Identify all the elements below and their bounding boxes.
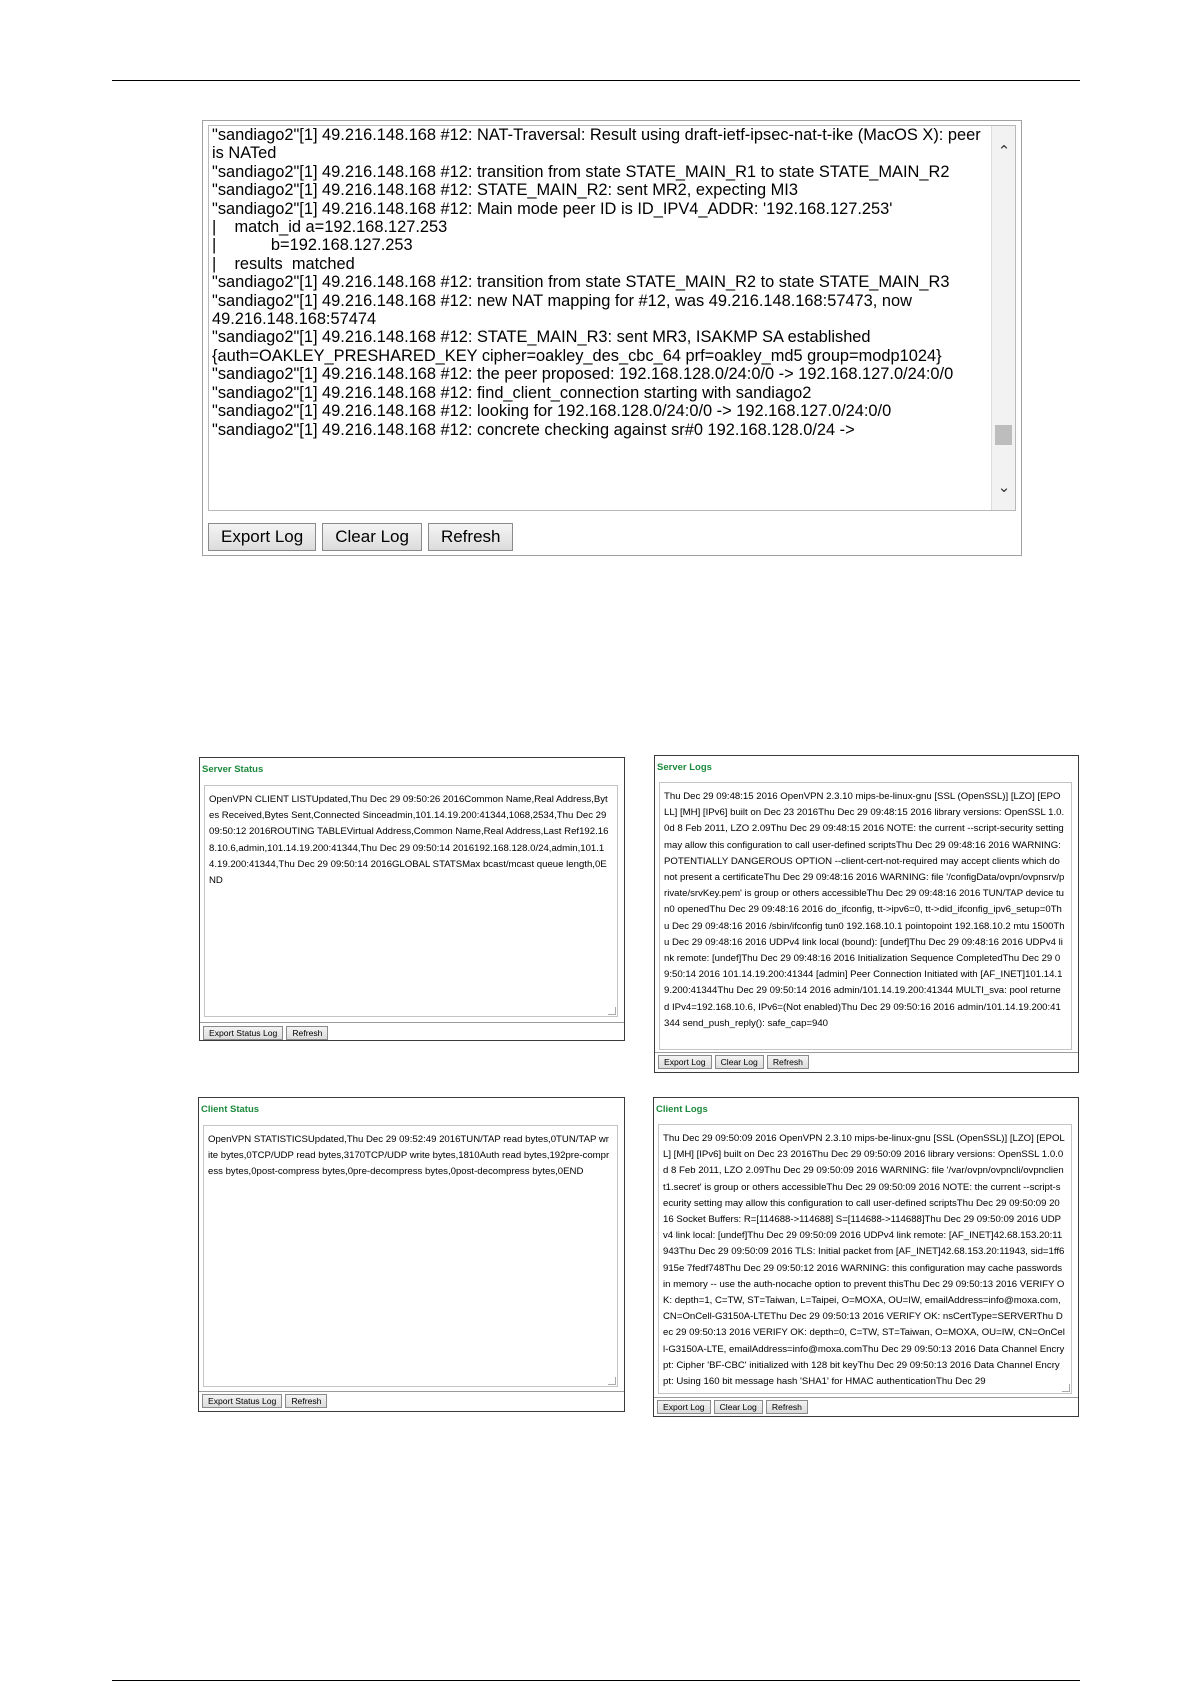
log-line: "sandiago2"[1] 49.216.148.168 #12: STATE_MAIN_R3: sent MR3, ISAKMP SA established {auth=OAKLEY_PRESHARED_KEY cipher=oakley_des_cbc_64 prf=oakley_md5 group=modp1024} bbox=[212, 328, 942, 365]
server-logs-panel bbox=[654, 755, 1079, 1073]
export-status-log-button[interactable]: Export Status Log bbox=[202, 1394, 282, 1408]
chevron-down-icon[interactable]: ⌄ bbox=[997, 479, 1011, 496]
divider bbox=[655, 1052, 1078, 1053]
export-log-button[interactable]: Export Log bbox=[658, 1055, 712, 1069]
server-logs-textarea[interactable] bbox=[659, 782, 1072, 1050]
divider bbox=[200, 1022, 624, 1023]
client-logs-title: Client Logs bbox=[656, 1104, 708, 1115]
resize-grip-icon[interactable] bbox=[608, 1007, 616, 1015]
client-logs-buttons bbox=[657, 1400, 808, 1414]
refresh-button[interactable]: Refresh bbox=[428, 523, 514, 551]
clear-log-button[interactable]: Clear Log bbox=[322, 523, 422, 551]
log-line: | results matched bbox=[212, 254, 355, 273]
client-logs-panel bbox=[653, 1097, 1079, 1417]
log-line: "sandiago2"[1] 49.216.148.168 #12: concrete checking against sr#0 192.168.128.0/24 -> bbox=[212, 420, 855, 439]
log-scrollbar[interactable] bbox=[991, 126, 1015, 510]
export-log-button[interactable]: Export Log bbox=[657, 1400, 711, 1414]
divider bbox=[199, 1391, 624, 1392]
log-line: "sandiago2"[1] 49.216.148.168 #12: the peer proposed: 192.168.128.0/24:0/0 -> 192.168.127.0/24:0/0 bbox=[212, 365, 954, 384]
export-status-log-button[interactable]: Export Status Log bbox=[203, 1026, 283, 1040]
client-status-buttons bbox=[202, 1394, 327, 1408]
scrollbar-thumb[interactable] bbox=[995, 425, 1012, 445]
resize-grip-icon[interactable] bbox=[1062, 1384, 1070, 1392]
log-line: "sandiago2"[1] 49.216.148.168 #12: Main mode peer ID is ID_IPV4_ADDR: '192.168.127.253' bbox=[212, 199, 893, 218]
log-line: "sandiago2"[1] 49.216.148.168 #12: transition from state STATE_MAIN_R2 to state STATE_MAIN_R3 bbox=[212, 273, 950, 292]
ipsec-log-buttons bbox=[208, 523, 513, 551]
refresh-button[interactable]: Refresh bbox=[286, 1026, 328, 1040]
ipsec-log-textarea[interactable] bbox=[208, 125, 1016, 511]
server-status-text: OpenVPN CLIENT LISTUpdated,Thu Dec 29 09:50:26 2016Common Name,Real Address,Bytes Received,Bytes Sent,Connected Sinceadmin,101.14.19.200:41344,1068,2534,Thu Dec 29 09:50:12 2016ROUTING TABLEVirtual Address,Common Name,Real Address,Last Ref192.168.10.6,admin,101.14.19.200:41344,Thu Dec 29 09:50:14 2016192.168.128.0/24,admin,101.14.19.200:41344,Thu Dec 29 09:50:14 2016GLOBAL STATSMax bcast/mcast queue length,0END bbox=[209, 794, 609, 887]
log-line: "sandiago2"[1] 49.216.148.168 #12: find_client_connection starting with sandiago2 bbox=[212, 383, 812, 402]
divider bbox=[654, 1397, 1078, 1398]
log-line: | match_id a=192.168.127.253 bbox=[212, 218, 448, 237]
client-status-title: Client Status bbox=[201, 1104, 260, 1115]
client-status-panel bbox=[198, 1097, 625, 1412]
server-logs-title: Server Logs bbox=[657, 762, 712, 773]
log-line: "sandiago2"[1] 49.216.148.168 #12: new NAT mapping for #12, was 49.216.148.168:57473, now 49.216.148.168:57474 bbox=[212, 291, 917, 329]
client-status-text: OpenVPN STATISTICSUpdated,Thu Dec 29 09:52:49 2016TUN/TAP read bytes,0TUN/TAP write bytes,0TCP/UDP read bytes,3170TCP/UDP write bytes,1810Auth read bytes,192pre-compress bytes,0post-compress bytes,0pre-decompress bytes,0post-decompress bytes,0END bbox=[208, 1134, 610, 1178]
clear-log-button[interactable]: Clear Log bbox=[714, 1400, 763, 1414]
refresh-button[interactable]: Refresh bbox=[767, 1055, 809, 1069]
server-status-title: Server Status bbox=[202, 764, 264, 775]
server-status-panel bbox=[199, 757, 625, 1041]
resize-grip-icon[interactable] bbox=[608, 1377, 616, 1385]
server-logs-buttons bbox=[658, 1055, 809, 1069]
server-status-buttons bbox=[203, 1026, 328, 1040]
client-logs-text: Thu Dec 29 09:50:09 2016 OpenVPN 2.3.10 mips-be-linux-gnu [SSL (OpenSSL)] [LZO] [EPOLL] [MH] [IPv6] built on Dec 23 2016Thu Dec 29 09:50:09 2016 library versions: OpenSSL 1.0.0d 8 Feb 2011, LZO 2.09Thu Dec 29 09:50:09 2016 WARNING: file '/var/ovpn/ovpncli/ovpnclient1.secret' is group or others accessibleThu Dec 29 09:50:09 2016 NOTE: the current --script-security setting may allow this configuration to call user-defined scriptsThu Dec 29 09:50:09 2016 Socket Buffers: R=[114688->114688] S=[114688->114688]Thu Dec 29 09:50:09 2016 UDPv4 link local: [undef]Thu Dec 29 09:50:09 2016 UDPv4 link remote: [AF_INET]42.68.153.20:11943Thu Dec 29 09:50:09 2016 TLS: Initial packet from [AF_INET]42.68.153.20:11943, sid=1ff6915e 7fedf748Thu Dec 29 09:50:12 2016 WARNING: this configuration may cache passwords in memory -- use the auth-nocache option to prevent thisThu Dec 29 09:50:13 2016 VERIFY OK: depth=1, C=TW, ST=Taiwan, L=Taipei, O=MOXA, OU=IW, emailAddress=info@moxa.com, CN=OnCell-G3150A-LTEThu Dec 29 09:50:13 2016 VERIFY OK: nsCertType=SERVERThu Dec 29 09:50:13 2016 VERIFY OK: depth=0, C=TW, ST=Taiwan, O=MOXA, OU=IW, CN=OnCell-G3150A-LTE, emailAddress=info@moxa.comThu Dec 29 09:50:13 2016 Data Channel Encrypt: Cipher 'BF-CBC' initialized with 128 bit keyThu Dec 29 09:50:13 2016 Data Channel Encrypt: Using 160 bit message hash 'SHA1' for HMAC authenticationThu Dec 29 bbox=[663, 1133, 1065, 1388]
header-rule bbox=[112, 80, 1080, 81]
client-status-textarea[interactable] bbox=[203, 1125, 618, 1387]
log-line: "sandiago2"[1] 49.216.148.168 #12: STATE_MAIN_R2: sent MR2, expecting MI3 bbox=[212, 181, 798, 200]
refresh-button[interactable]: Refresh bbox=[285, 1394, 327, 1408]
server-logs-text: Thu Dec 29 09:48:15 2016 OpenVPN 2.3.10 mips-be-linux-gnu [SSL (OpenSSL)] [LZO] [EPOLL] [MH] [IPv6] built on Dec 23 2016Thu Dec 29 09:48:15 2016 library versions: OpenSSL 1.0.0d 8 Feb 2011, LZO 2.09Thu Dec 29 09:48:15 2016 NOTE: the current --script-security setting may allow this configuration to call user-defined scriptsThu Dec 29 09:48:16 2016 WARNING: POTENTIALLY DANGEROUS OPTION --client-cert-not-required may accept clients which do not present a certificateThu Dec 29 09:48:16 2016 WARNING: file '/configData/ovpn/ovpnsrv/private/srvKey.pem' is group or others accessibleThu Dec 29 09:48:16 2016 TUN/TAP device tun0 openedThu Dec 29 09:48:16 2016 do_ifconfig, tt->ipv6=0, tt->did_ifconfig_ipv6_setup=0Thu Dec 29 09:48:16 2016 /sbin/ifconfig tun0 192.168.10.1 pointopoint 192.168.10.2 mtu 1500Thu Dec 29 09:48:16 2016 UDPv4 link local (bound): [undef]Thu Dec 29 09:48:16 2016 UDPv4 link remote: [undef]Thu Dec 29 09:48:16 2016 Initialization Sequence CompletedThu Dec 29 09:50:14 2016 101.14.19.200:41344 [admin] Peer Connection Initiated with [AF_INET]101.14.19.200:41344Thu Dec 29 09:50:14 2016 admin/101.14.19.200:41344 MULTI_sva: pool returned IPv4=192.168.10.6, IPv6=(Not enabled)Thu Dec 29 09:50:16 2016 admin/101.14.19.200:41344 send_push_reply(): safe_cap=940 bbox=[664, 791, 1065, 1029]
refresh-button[interactable]: Refresh bbox=[766, 1400, 808, 1414]
server-status-textarea[interactable] bbox=[204, 785, 618, 1017]
chevron-up-icon[interactable]: ⌃ bbox=[997, 143, 1011, 160]
export-log-button[interactable]: Export Log bbox=[208, 523, 316, 551]
ipsec-log-panel bbox=[202, 120, 1022, 556]
clear-log-button[interactable]: Clear Log bbox=[715, 1055, 764, 1069]
log-line: "sandiago2"[1] 49.216.148.168 #12: looking for 192.168.128.0/24:0/0 -> 192.168.127.0/24:0/0 bbox=[212, 402, 892, 421]
log-line: | b=192.168.127.253 bbox=[212, 236, 413, 255]
log-line: "sandiago2"[1] 49.216.148.168 #12: transition from state STATE_MAIN_R1 to state STATE_MAIN_R2 bbox=[212, 162, 950, 181]
footer-rule bbox=[112, 1680, 1080, 1681]
ipsec-log-text bbox=[212, 126, 987, 439]
log-line: "sandiago2"[1] 49.216.148.168 #12: NAT-Traversal: Result using draft-ietf-ipsec-nat-t-ike (MacOS X): peer is NATed bbox=[212, 126, 986, 163]
client-logs-textarea[interactable] bbox=[658, 1124, 1072, 1394]
